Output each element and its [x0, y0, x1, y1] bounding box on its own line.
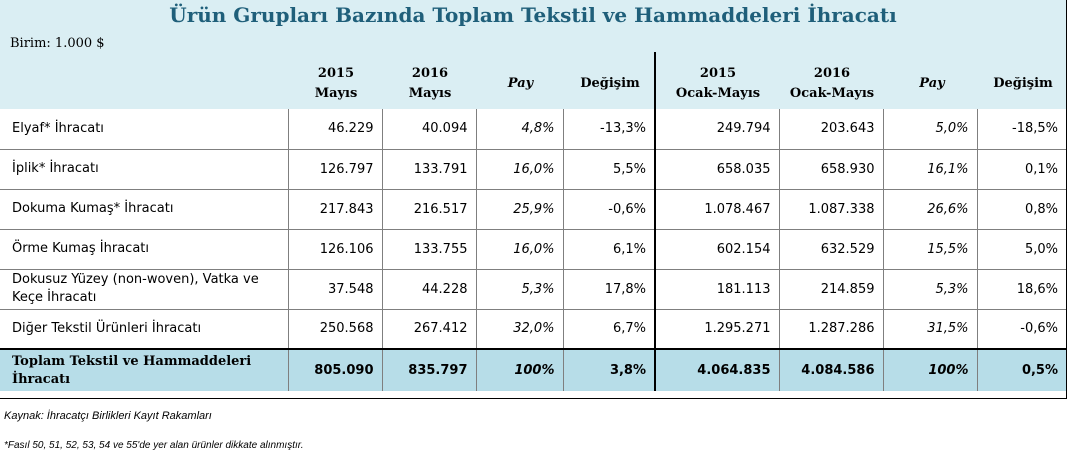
cell-change-jan-may: -18,5%	[977, 109, 1066, 149]
cell-share-jan-may: 26,6%	[883, 189, 977, 229]
header-period: Mayıs	[314, 86, 358, 101]
cell-2016-may: 44.228	[382, 269, 476, 309]
cell-2016-may: 133.791	[382, 149, 476, 189]
cell-2016-may: 216.517	[382, 189, 476, 229]
header-change-may: Değişim	[580, 76, 640, 91]
header-year: 2016	[813, 66, 851, 81]
cell-change-jan-may: 0,8%	[977, 189, 1066, 229]
cell-change-jan-may: -0,6%	[977, 309, 1066, 349]
cell-share-may: 5,3%	[476, 269, 563, 309]
total-share-may: 100%	[476, 349, 563, 391]
total-2015-may: 805.090	[288, 349, 382, 391]
cell-share-may: 4,8%	[476, 109, 563, 149]
header-2015-jan-may	[658, 64, 778, 104]
cell-2015-jan-may: 181.113	[655, 269, 779, 309]
row-label: İplik* İhracatı	[0, 149, 288, 189]
header-year: 2015	[699, 66, 737, 81]
export-table	[0, 109, 1066, 391]
row-label: Dokusuz Yüzey (non-woven), Vatka ve Keçe İhracatı	[0, 269, 288, 309]
cell-change-may: 5,5%	[563, 149, 655, 189]
cell-share-jan-may: 31,5%	[883, 309, 977, 349]
cell-2015-jan-may: 249.794	[655, 109, 779, 149]
cell-2016-jan-may: 214.859	[779, 269, 883, 309]
cell-2015-may: 250.568	[288, 309, 382, 349]
total-share-jan-may: 100%	[883, 349, 977, 391]
cell-2015-may: 217.843	[288, 189, 382, 229]
total-label: Toplam Tekstil ve Hammaddeleri İhracatı	[0, 349, 288, 391]
cell-2016-jan-may: 1.287.286	[779, 309, 883, 349]
table-row	[0, 109, 1066, 149]
cell-2015-may: 126.106	[288, 229, 382, 269]
cell-share-may: 25,9%	[476, 189, 563, 229]
cell-share-jan-may: 15,5%	[883, 229, 977, 269]
header-year: 2015	[317, 66, 355, 81]
header-period: Mayıs	[408, 86, 452, 101]
row-label: Elyaf* İhracatı	[0, 109, 288, 149]
header-year: 2016	[411, 66, 449, 81]
cell-share-may: 32,0%	[476, 309, 563, 349]
unit-label: Birim: 1.000 $	[10, 36, 105, 51]
cell-2015-jan-may: 1.078.467	[655, 189, 779, 229]
cell-2015-jan-may: 658.035	[655, 149, 779, 189]
total-row	[0, 349, 1066, 391]
cell-share-may: 16,0%	[476, 149, 563, 189]
cell-2016-jan-may: 1.087.338	[779, 189, 883, 229]
cell-2015-may: 46.229	[288, 109, 382, 149]
total-2016-may: 835.797	[382, 349, 476, 391]
cell-2015-may: 126.797	[288, 149, 382, 189]
cell-change-jan-may: 18,6%	[977, 269, 1066, 309]
total-2015-jan-may: 4.064.835	[655, 349, 779, 391]
source-note: Kaynak: İhracatçı Birlikleri Kayıt Rakamları	[4, 410, 212, 422]
cell-2015-jan-may: 602.154	[655, 229, 779, 269]
header-2016-jan-may	[780, 64, 884, 104]
cell-change-may: 17,8%	[563, 269, 655, 309]
row-label: Diğer Tekstil Ürünleri İhracatı	[0, 309, 288, 349]
header-change-jan-may: Değişim	[993, 76, 1053, 91]
header-2016-may	[384, 64, 476, 104]
cell-2016-jan-may: 658.930	[779, 149, 883, 189]
total-change-may: 3,8%	[563, 349, 655, 391]
cell-share-jan-may: 5,3%	[883, 269, 977, 309]
row-label: Örme Kumaş İhracatı	[0, 229, 288, 269]
table-row	[0, 229, 1066, 269]
cell-change-jan-may: 5,0%	[977, 229, 1066, 269]
header-share-jan-may: Pay	[919, 76, 945, 91]
cell-2016-may: 267.412	[382, 309, 476, 349]
cell-2016-may: 133.755	[382, 229, 476, 269]
total-2016-jan-may: 4.084.586	[779, 349, 883, 391]
cell-change-may: -13,3%	[563, 109, 655, 149]
cell-2016-jan-may: 632.529	[779, 229, 883, 269]
header-share-may: Pay	[507, 76, 534, 91]
table-row	[0, 269, 1066, 309]
cell-change-may: 6,7%	[563, 309, 655, 349]
cell-share-may: 16,0%	[476, 229, 563, 269]
cell-change-may: -0,6%	[563, 189, 655, 229]
cell-share-jan-may: 16,1%	[883, 149, 977, 189]
row-label: Dokuma Kumaş* İhracatı	[0, 189, 288, 229]
cell-change-may: 6,1%	[563, 229, 655, 269]
total-change-jan-may: 0,5%	[977, 349, 1066, 391]
page-title: Ürün Grupları Bazında Toplam Tekstil ve Hammaddeleri İhracatı	[169, 3, 897, 27]
table-row	[0, 189, 1066, 229]
cell-2016-may: 40.094	[382, 109, 476, 149]
header-period: Ocak-Mayıs	[675, 86, 761, 101]
cell-change-jan-may: 0,1%	[977, 149, 1066, 189]
header-period: Ocak-Mayıs	[789, 86, 875, 101]
cell-2015-may: 37.548	[288, 269, 382, 309]
cell-2015-jan-may: 1.295.271	[655, 309, 779, 349]
table-row	[0, 149, 1066, 189]
cell-2016-jan-may: 203.643	[779, 109, 883, 149]
cell-share-jan-may: 5,0%	[883, 109, 977, 149]
table-row	[0, 309, 1066, 349]
header-2015-may	[290, 64, 382, 104]
footnote: *Fasıl 50, 51, 52, 53, 54 ve 55'de yer alan ürünler dikkate alınmıştır.	[4, 440, 304, 451]
